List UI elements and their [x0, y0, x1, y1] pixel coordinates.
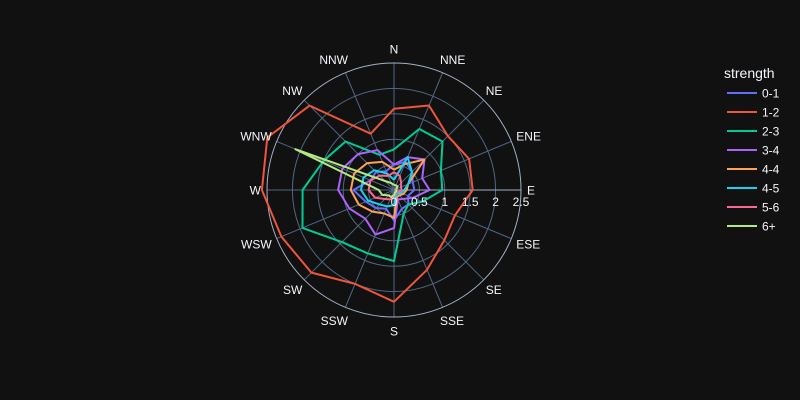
angular-tick-label: SSE [440, 313, 465, 328]
angular-tick-label: NNW [319, 53, 348, 68]
legend-item-4-4[interactable]: 4-4 [762, 162, 780, 177]
legend-item-2-3[interactable]: 2-3 [762, 124, 780, 139]
legend-title: strength [724, 65, 775, 81]
angular-tick-label: NE [485, 83, 503, 98]
angular-tick-label: S [389, 324, 399, 339]
angular-tick-label: WSW [241, 237, 272, 252]
radial-tick-label: 0.5 [411, 195, 428, 209]
angular-tick-label: SE [485, 283, 502, 298]
angular-tick-label: NW [282, 83, 303, 98]
radial-tick-label: 2 [492, 195, 499, 209]
legend-item-5-6[interactable]: 5-6 [762, 200, 780, 215]
angular-tick-label: E [527, 183, 536, 198]
radial-tick-label: 1.5 [461, 195, 479, 209]
polar-grid [267, 63, 521, 317]
angular-tick-label: N [389, 42, 399, 57]
angular-tick-label: SW [282, 283, 303, 298]
angular-tick-label: ENE [516, 129, 541, 144]
legend-item-6+[interactable]: 6+ [762, 219, 776, 234]
radial-tick-label: 0 [390, 195, 398, 209]
legend-item-1-2[interactable]: 1-2 [762, 105, 780, 120]
angular-tick-label: NNE [440, 53, 466, 68]
legend [724, 65, 780, 234]
angular-tick-label: ESE [516, 237, 541, 252]
angular-gridline [304, 190, 394, 280]
legend-item-4-5[interactable]: 4-5 [762, 181, 780, 196]
angular-tick-label: W [249, 183, 261, 198]
radial-tick-label: 2.5 [512, 195, 530, 209]
angular-tick-label: SSW [320, 313, 348, 328]
legend-item-3-4[interactable]: 3-4 [762, 143, 780, 158]
legend-item-0-1[interactable]: 0-1 [762, 86, 780, 101]
angular-tick-label: WNW [240, 129, 272, 144]
radial-tick-label: 1 [441, 195, 449, 209]
